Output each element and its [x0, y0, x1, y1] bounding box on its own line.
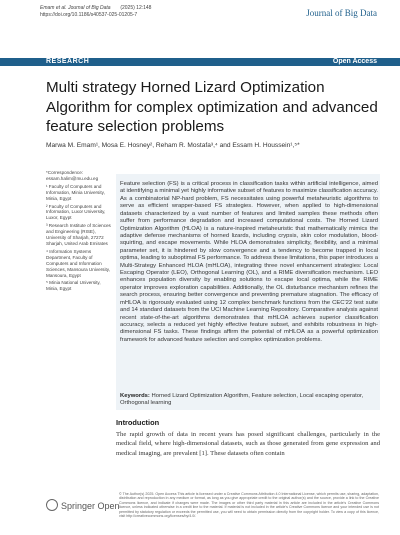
citation: Emam et al. Journal of Big Data: [40, 5, 111, 11]
license-footer: © The Author(s) 2025. Open Access This article is licensed under a Creative Commons Attribution 4.0 International License, which permits use, sharing, adaptation, distribution and reproduction in any medium or format, as long as you give appropriate credit to the original author(s) and the source, provide a link to the Creative Commons licence, and indicate if changes were made. The images or other third party material in this article are included in the article's Creative Commons licence, unless indicated otherwise in a credit line to the material. If material is not included in the article's Creative Commons licence and your intended use is not permitted by statutory regulation or exceeds the permitted use, you will need to obtain permission directly from the copyright holder. To view a copy of this licence, visit http://creativecommons.org/licenses/by/4.0/.: [119, 492, 380, 519]
springer-ring-icon: [46, 499, 58, 511]
affiliation-4: ⁴ Information Systems Department, Faculty of Computers and Information Sciences, Mansoura University, Mansoura, Egypt: [46, 248, 110, 278]
affiliation-3: ³ Research Institute of Sciences and Engineering (RISE), University of Sharjah, 27272 Sharjah, United Arab Emirates: [46, 223, 111, 246]
article-type-label: RESEARCH: [46, 58, 90, 65]
abstract-text: Feature selection (FS) is a critical process in classification tasks within artificial intelligence, aimed at identifying a minimal yet highly informative subset of features to maximize classification accuracy. As a combinatorial NP-hard problem, FS necessitates using powerful metaheuristic algorithms to serve as efficient wrapper-based FS strategies. However, when applied to high-dimensional datasets characterized by a vast number of features and limited samples these methods often suffer from performance degradation and increased computational costs. The Horned Lizard Optimization Algorithm (HLOA) is a nature-inspired metaheuristic that mathematically mimics the adaptive defense mechanisms of horned lizards, including crypsis, skin color modulation, blood-squirting, and escape movements. While HLOA demonstrates simplicity, flexibility, and a minimal parameter set, it is hindered by slow convergence and a tendency to become trapped in local optima, leading to suboptimal FS performance. To address these limitations, this paper introduces a Multi-Strategy Enhanced HLOA (mHLOA), integrating three novel enhancement strategies: Local Escaping Operator (LEO), Orthogonal Learning (OL), and a RIME diversification mechanism. LEO enhances population diversity by enabling solutions to escape local optima, while the RIME operator improves exploration capabilities. Additionally, the OL disturbance mechanism refines the search process, ensuring better convergence and preventing premature stagnation. The efficacy of mHLOA is rigorously evaluated using 12 complex benchmark functions from the CEC'22 test suite and 14 standard datasets from the UCI Machine Learning Repository. Comparative analysis against recent state-of-the-art algorithms demonstrates that mHLOA achieves superior classification accuracy, selects a reduced yet highly effective feature subset, and exhibits robustness in high-dimensional FS tasks. These findings affirm the potential of mHLOA as a powerful optimization framework for advanced feature selection and complex optimization problems.: [120, 181, 378, 343]
affiliation-2: ² Faculty of Computers and Information, Luxor University, Luxor, Egypt: [46, 203, 106, 221]
paper-title: Multi strategy Horned Lizard Optimization Algorithm for complex optimization and advanced feature selection problems: [46, 79, 378, 135]
author-list: Marwa M. Emam¹, Mosa E. Hosney², Reham R. Mostafa³,⁴ and Essam H. Houssein¹,⁵*: [46, 142, 300, 149]
year-volume: (2025) 12:148: [120, 5, 152, 11]
affiliation-1: ¹ Faculty of Computers and Information, Minia University, Minia, Egypt: [46, 183, 105, 201]
intro-heading: Introduction: [116, 418, 160, 427]
springer-open-logo: [46, 496, 126, 512]
logo-text: Springer Open: [61, 501, 120, 511]
correspondence: *Correspondence: essam.halim@mu.edu.eg: [46, 170, 99, 181]
intro-text: The rapid growth of data in recent years has posed significant challenges, particularly in the medical field, where high-dimensional datasets, such as those generated from gene expression and medical imaging, are prevalent [1]. These datasets often contain: [116, 431, 380, 457]
keywords-label: Keywords:: [120, 393, 150, 399]
open-access-label: Open Access: [332, 58, 377, 65]
affiliations-sidebar: [46, 170, 112, 294]
affiliation-5: ⁵ Minia National University, Minia, Egypt: [46, 280, 101, 292]
keywords-text: Horned Lizard Optimization Algorithm, Feature selection, Local escaping operator, Orthogonal learning: [120, 393, 364, 407]
keywords: [120, 393, 378, 408]
doi-link[interactable]: https://doi.org/10.1186/s40537-025-01205-7: [40, 11, 138, 18]
citation-header: [40, 5, 151, 18]
journal-name: Journal of Big Data: [306, 8, 377, 18]
